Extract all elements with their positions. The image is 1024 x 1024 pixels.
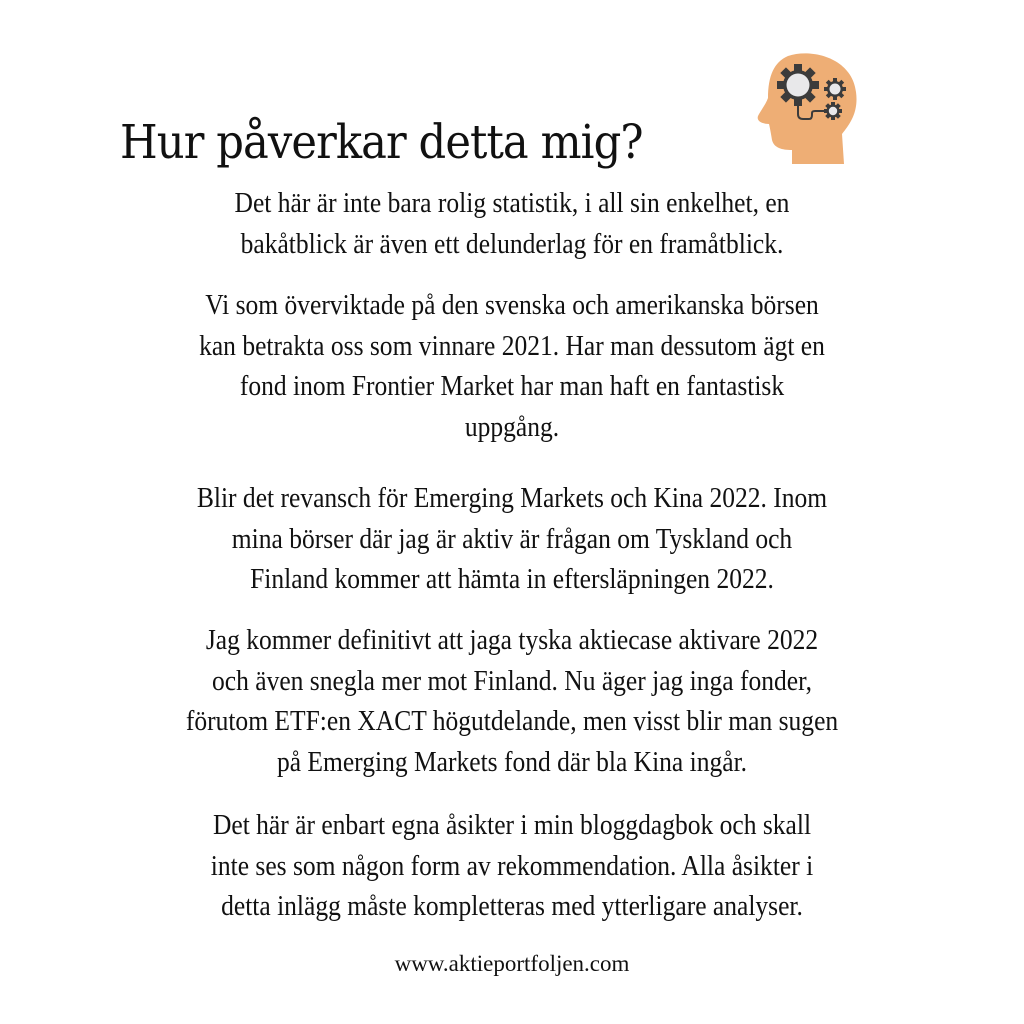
text-line: mina börser där jag är aktiv är frågan om Tyskland och bbox=[231, 522, 793, 555]
paragraph-winners-2021 bbox=[90, 285, 934, 447]
text-line: Blir det revansch för Emerging Markets och Kina 2022. Inom bbox=[196, 482, 828, 514]
footer-website-url: www.aktieportfoljen.com bbox=[394, 951, 630, 976]
text-line: på Emerging Markets fond där bla Kina ingår. bbox=[276, 745, 748, 778]
text-line: bakåtblick är även ett delunderlag för en framåtblick. bbox=[240, 227, 784, 260]
text-line: inte ses som någon form av rekommendation. Alla åsikter i bbox=[210, 849, 814, 882]
page-title: Hur påverkar detta mig? bbox=[120, 115, 643, 171]
paragraph-disclaimer bbox=[90, 805, 934, 927]
text-line: Det här är inte bara rolig statistik, i all sin enkelhet, en bbox=[234, 187, 790, 219]
text-line: kan betrakta oss som vinnare 2021. Har man dessutom ägt en bbox=[199, 329, 825, 362]
text-line: fond inom Frontier Market har man haft en fantastisk bbox=[239, 370, 785, 402]
text-line: Det här är enbart egna åsikter i min bloggdagbok och skall bbox=[212, 809, 812, 841]
paragraph-intro bbox=[90, 183, 934, 264]
text-line: Vi som överviktade på den svenska och amerikanska börsen bbox=[205, 289, 819, 321]
head-with-gears-icon bbox=[752, 52, 862, 164]
text-line: Finland kommer att hämta in eftersläpningen 2022. bbox=[250, 563, 774, 595]
text-line: detta inlägg måste kompletteras med ytterligare analyser. bbox=[221, 890, 803, 922]
paragraph-revansch-2022 bbox=[90, 478, 934, 600]
paragraph-plans bbox=[90, 620, 934, 782]
text-line: och även snegla mer mot Finland. Nu äger jag inga fonder, bbox=[212, 664, 812, 697]
text-line: uppgång. bbox=[464, 410, 560, 443]
text-line: förutom ETF:en XACT högutdelande, men visst blir man sugen bbox=[185, 705, 839, 737]
text-line: Jag kommer definitivt att jaga tyska aktiecase aktivare 2022 bbox=[205, 624, 819, 656]
